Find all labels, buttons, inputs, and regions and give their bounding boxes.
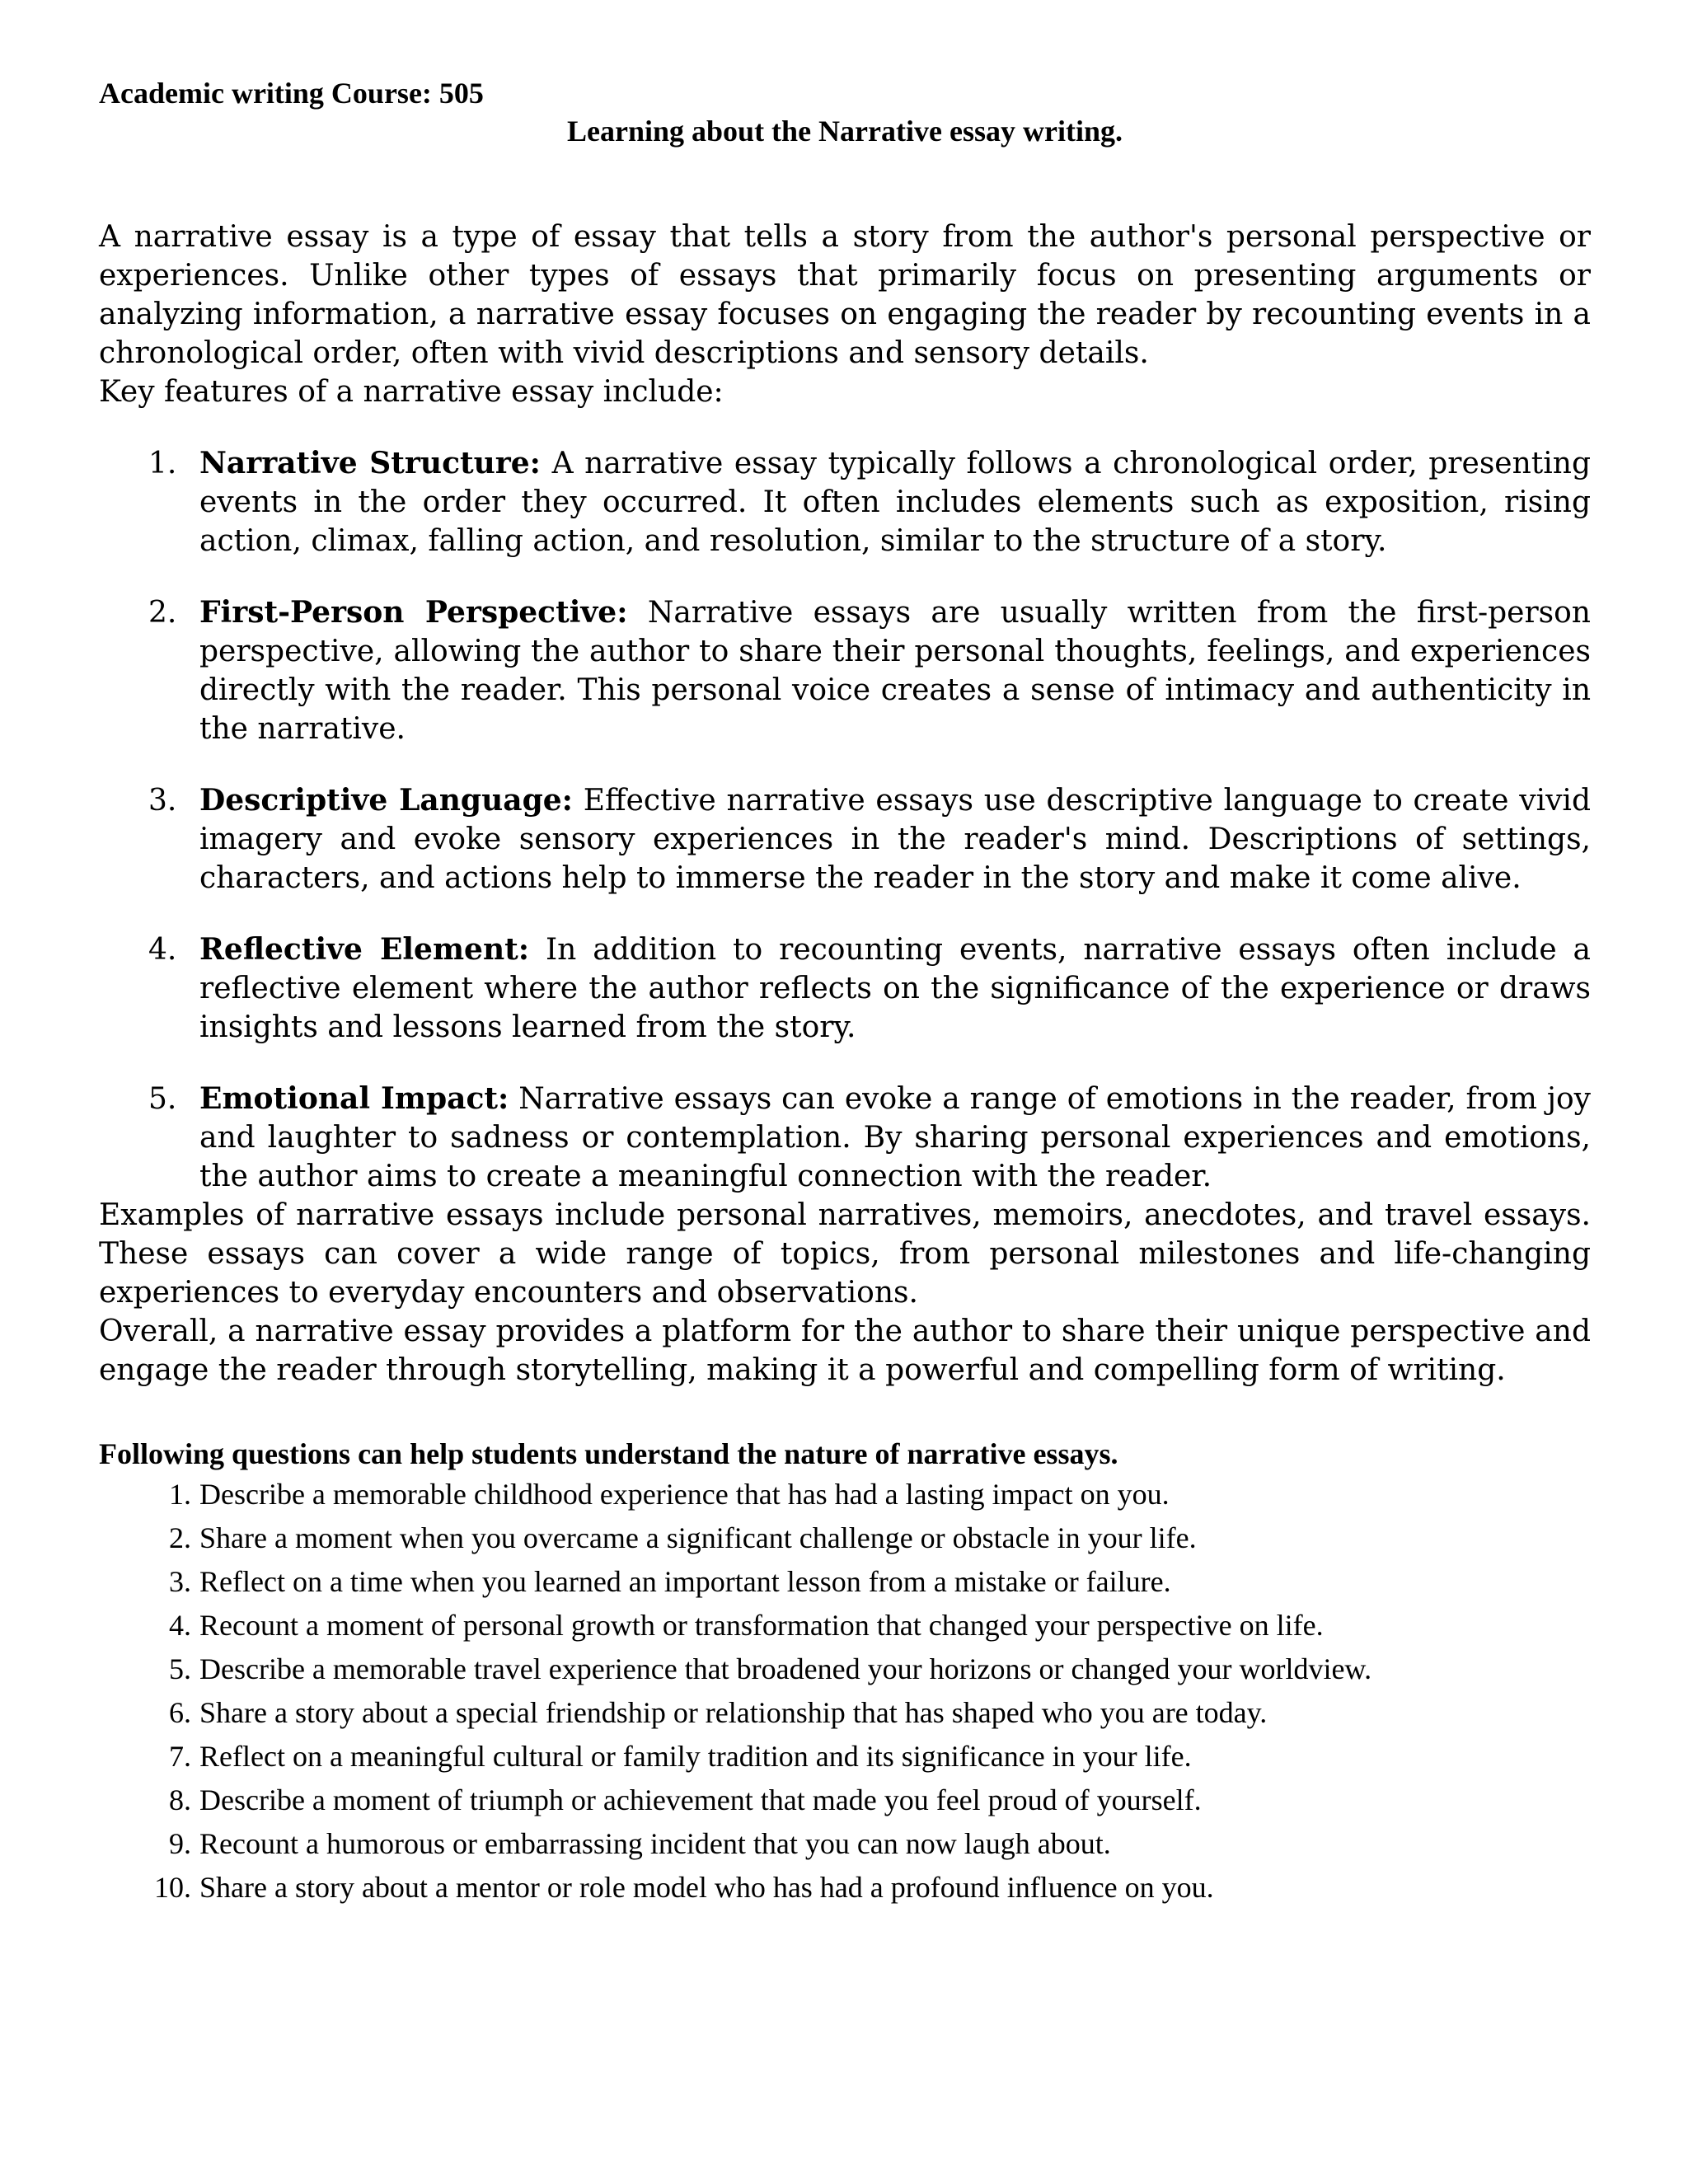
list-number: 9. xyxy=(169,1827,191,1860)
questions-heading: Following questions can help students understand the nature of narrative essays. xyxy=(99,1437,1118,1470)
examples-paragraph: Examples of narrative essays include personal narratives, memoirs, anecdotes, and travel essays. These essays can cover a wide range of topics, from personal milestones and life-changing experiences to everyday encounters and observations. xyxy=(99,1198,1591,1310)
list-number: 2. xyxy=(169,1521,191,1554)
question-text: Share a story about a special friendship or relationship that has shaped who you are today. xyxy=(199,1696,1268,1729)
list-number: 3. xyxy=(148,784,177,818)
list-item xyxy=(99,1866,1591,1910)
list-item xyxy=(99,1560,1591,1604)
document-page xyxy=(99,74,1591,1910)
overall-paragraph: Overall, a narrative essay provides a platform for the author to share their unique perspective and engage the reader through storytelling, making it a powerful and compelling form of writing. xyxy=(99,1315,1591,1387)
feature-text: Narrative essays can evoke a range of emotions in the reader, from joy and laughter to sadness or contemplation. By sharing personal experiences and emotions, the author aims to create a meaningful connection with the reader. xyxy=(199,1082,1591,1193)
list-number: 1. xyxy=(169,1478,191,1511)
list-number: 5. xyxy=(148,1082,177,1116)
list-number: 4. xyxy=(169,1609,191,1642)
question-text: Share a moment when you overcame a significant challenge or obstacle in your life. xyxy=(199,1521,1197,1554)
feature-term: Descriptive Language: xyxy=(199,783,573,818)
feature-text: A narrative essay typically follows a chronological order, presenting events in the order they occurred. It often includes elements such as exposition, rising action, climax, falling action, and resolution, similar to the structure of a story. xyxy=(199,447,1591,558)
list-number: 3. xyxy=(169,1565,191,1598)
list-item xyxy=(99,1080,1591,1196)
feature-text: In addition to recounting events, narrative essays often include a reflective element where the author reflects on the significance of the experience or draws insights and lessons learned from the story. xyxy=(199,933,1591,1044)
list-number: 8. xyxy=(169,1783,191,1816)
feature-term: Narrative Structure: xyxy=(199,446,541,480)
list-number: 6. xyxy=(169,1696,191,1729)
list-number: 1. xyxy=(148,447,177,480)
intro-paragraph: A narrative essay is a type of essay that tells a story from the author's personal perspective or experiences. Unlike other types of essays that primarily focus on presenting arguments or analyzing information, a narrative essay focuses on engaging the reader by recounting events in a chronological order, often with vivid descriptions and sensory details. xyxy=(99,220,1591,370)
list-item xyxy=(99,930,1591,1047)
list-item xyxy=(99,1822,1591,1866)
list-item xyxy=(99,593,1591,748)
list-item xyxy=(99,781,1591,898)
course-heading: Academic writing Course: 505 xyxy=(99,77,484,110)
list-item xyxy=(99,1691,1591,1735)
feature-text: Narrative essays are usually written from the first-person perspective, allowing the author to share their personal thoughts, feelings, and experiences directly with the reader. This personal voice creates a sense of intimacy and authenticity in the narrative. xyxy=(199,596,1591,746)
question-text: Share a story about a mentor or role model who has had a profound influence on you. xyxy=(199,1871,1214,1904)
question-text: Reflect on a time when you learned an important lesson from a mistake or failure. xyxy=(199,1565,1171,1598)
question-text: Reflect on a meaningful cultural or family tradition and its significance in your life. xyxy=(199,1740,1192,1773)
question-text: Describe a memorable childhood experience that has had a lasting impact on you. xyxy=(199,1478,1170,1511)
question-text: Describe a memorable travel experience that broadened your horizons or changed your worldview. xyxy=(199,1652,1372,1685)
feature-term: Emotional Impact: xyxy=(199,1081,509,1116)
list-number: 4. xyxy=(148,933,177,967)
list-item xyxy=(99,1516,1591,1560)
key-features-list xyxy=(99,444,1591,1196)
list-item xyxy=(99,1735,1591,1779)
list-item xyxy=(99,1779,1591,1822)
question-text: Recount a humorous or embarrassing incident that you can now laugh about. xyxy=(199,1827,1111,1860)
question-text: Describe a moment of triumph or achievement that made you feel proud of yourself. xyxy=(199,1783,1202,1816)
list-number: 7. xyxy=(169,1740,191,1773)
question-text: Recount a moment of personal growth or transformation that changed your perspective on life. xyxy=(199,1609,1324,1642)
list-item xyxy=(99,1647,1591,1691)
list-item xyxy=(99,1604,1591,1647)
feature-term: First-Person Perspective: xyxy=(199,595,628,630)
questions-list xyxy=(99,1473,1591,1910)
list-number: 5. xyxy=(169,1652,191,1685)
document-title: Learning about the Narrative essay writing. xyxy=(567,115,1123,148)
list-item xyxy=(99,1473,1591,1516)
feature-text: Effective narrative essays use descriptive language to create vivid imagery and evoke sensory experiences in the reader's mind. Descriptions of settings, characters, and actions help to immerse the reader in the story and make it come alive. xyxy=(199,784,1591,895)
list-number: 2. xyxy=(148,596,177,630)
feature-term: Reflective Element: xyxy=(199,932,530,967)
list-item xyxy=(99,444,1591,560)
key-features-lead: Key features of a narrative essay include: xyxy=(99,375,724,409)
list-number: 10. xyxy=(154,1871,191,1904)
